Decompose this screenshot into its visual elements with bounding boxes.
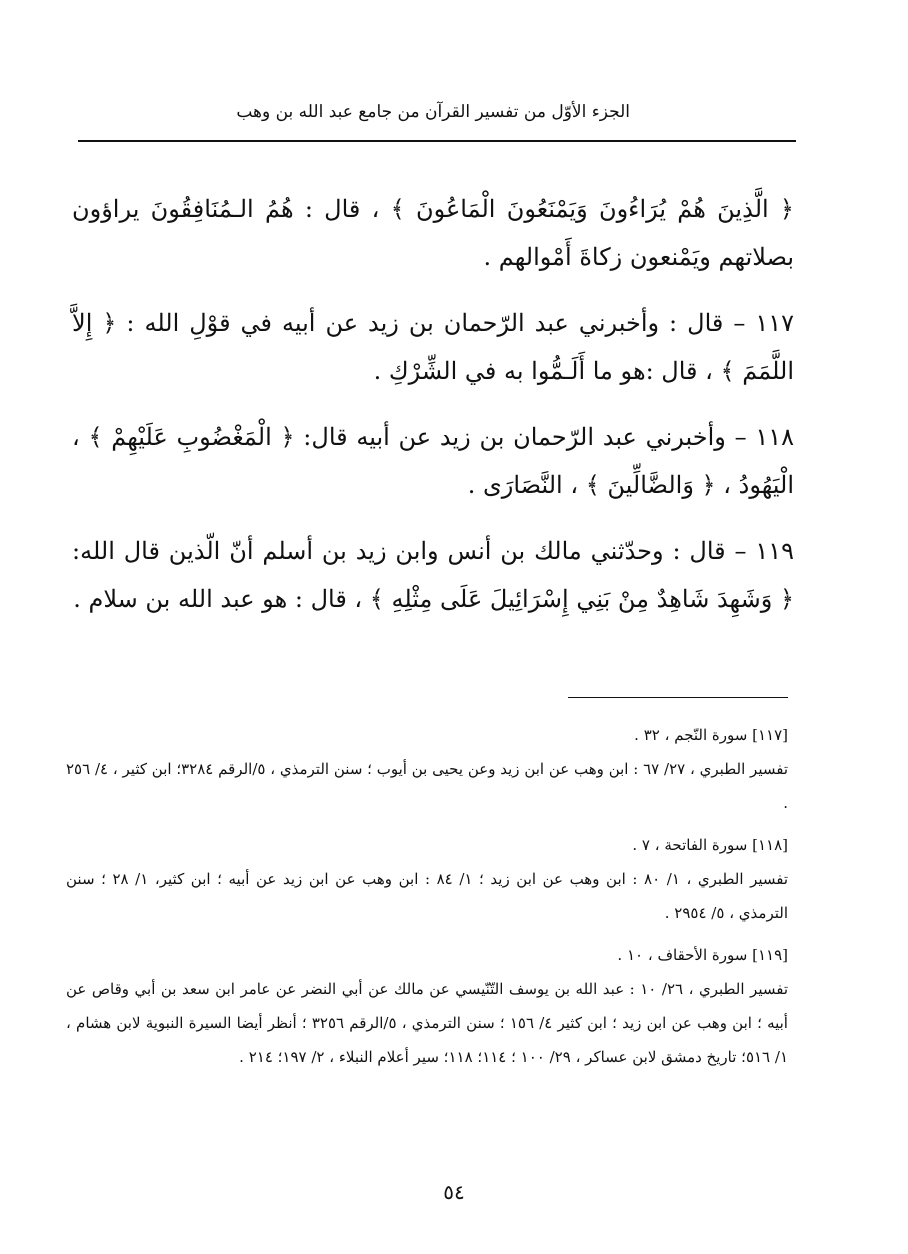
report-118: ١١٨ – وأخبرني عبد الرّحمان بن زيد عن أبيه قال: ﴿ الْمَغْضُوبِ عَلَيْهِمْ ﴾ ، الْيَهُودُ ، ﴿ وَالضَّالِّينَ ﴾ ، النَّصَارَى .: [72, 423, 794, 499]
footnote-sources: تفسير الطبري ، ٢٦/ ١٠ : عبد الله بن يوسف التّنّيسي عن مالك عن أبي النضر عن عامر ابن سعد بن أبي وقاص عن أبيه ؛ ابن وهب عن ابن زيد ؛ ابن كثير ٤/ ١٥٦ ؛ سنن الترمذي ، ٥/الرقم ٣٢٥٦ ؛ أنظر أيضا السيرة النبوية لابن هشام ، ١/ ٥١٦؛ تاريخ دمشق لابن عساكر ، ٢٩/ ١٠٠ ؛ ١١٤؛ ١١٨؛ سير أعلام النبلاء ، ٢/ ١٩٧؛ ٢١٤ .: [66, 980, 788, 1066]
footnote-sources: تفسير الطبري ، ٢٧/ ٦٧ : ابن وهب عن ابن زيد وعن يحيى بن أيوب ؛ سنن الترمذي ، ٥/الرقم ٣٢٨٤؛ ابن كثير ، ٤/ ٢٥٦ .: [66, 760, 788, 812]
header-rule: [78, 140, 796, 142]
footnote-rule: [568, 697, 788, 698]
footnotes: [66, 718, 788, 1082]
footnote-reference: [١١٧] سورة النّجم ، ٣٢ .: [634, 726, 788, 744]
footnote-reference: [١١٨] سورة الفاتحة ، ٧ .: [632, 836, 788, 854]
footnote-118: [66, 828, 788, 930]
report-117: ١١٧ – قال : وأخبرني عبد الرّحمان بن زيد عن أبيه في قوْلِ الله : ﴿ إِلاَّ اللَّمَمَ ﴾ ، قال :هو ما أَلَـمُّوا به في الشِّرْكِ .: [72, 309, 794, 385]
footnote-119: [66, 938, 788, 1074]
page-number: ٥٤: [443, 1180, 465, 1204]
footnote-sources: تفسير الطبري ، ١/ ٨٠ : ابن وهب عن ابن زيد ؛ ١/ ٨٤ : ابن وهب عن ابن زيد عن أبيه ؛ ابن كثير، ١/ ٢٨ ؛ سنن الترمذي ، ٥/ ٢٩٥٤ .: [66, 870, 789, 922]
footnote-reference: [١١٩] سورة الأحقاف ، ١٠ .: [617, 946, 788, 964]
footnote-117: [66, 718, 788, 820]
commentary-paragraph: ﴿ الَّذِينَ هُمْ يُرَاءُونَ وَيَمْنَعُونَ الْمَاعُونَ ﴾ ، قال : هُمُ الـمُنَافِقُونَ يراؤون بصلاتهم ويَمْنعون زكاةَ أَمْوالهم .: [72, 195, 794, 271]
report-119: ١١٩ – قال : وحدّثني مالك بن أنس وابن زيد بن أسلم أنّ الّذين قال الله: ﴿ وَشَهِدَ شَاهِدٌ مِنْ بَنِي إِسْرَائِيلَ عَلَى مِثْلِهِ ﴾ ، قال : هو عبد الله بن سلام .: [72, 537, 794, 613]
running-head: الجزء الأوّل من تفسير القرآن من جامع عبد الله بن وهب: [236, 102, 630, 122]
main-text: [72, 185, 794, 641]
